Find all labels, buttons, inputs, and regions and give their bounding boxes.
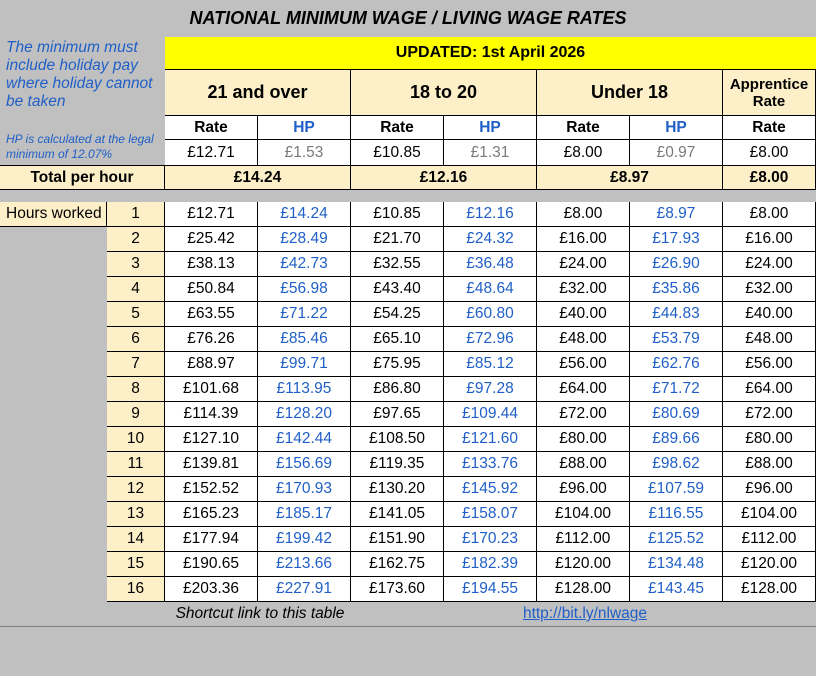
cell-rate-21: £152.52: [165, 477, 258, 502]
cell-hour: 9: [107, 402, 165, 427]
cell-hp-21: £199.42: [258, 527, 351, 552]
cell-rate-18: £75.95: [351, 352, 444, 377]
cell-hp-18: £109.44: [444, 402, 537, 427]
cell-rate-u18: £88.00: [537, 452, 630, 477]
cell-hp-u18: £62.76: [630, 352, 723, 377]
rate-apprentice: £8.00: [723, 140, 816, 165]
updated-banner: UPDATED: 1st April 2026: [165, 37, 816, 70]
cell-hp-21: £156.69: [258, 452, 351, 477]
total-u18: £8.97: [537, 165, 723, 190]
shortcut-label: Shortcut link to this table: [175, 605, 345, 622]
cell-rate-21: £101.68: [165, 377, 258, 402]
cell-hp-u18: £26.90: [630, 252, 723, 277]
cell-rate-u18: £8.00: [537, 202, 630, 227]
cell-hp-u18: £17.93: [630, 227, 723, 252]
cell-rate-apprentice: £96.00: [723, 477, 816, 502]
cell-rate-21: £127.10: [165, 427, 258, 452]
cell-hp-21: £85.46: [258, 327, 351, 352]
header-21-and-over: 21 and over: [165, 70, 351, 116]
cell-hp-u18: £89.66: [630, 427, 723, 452]
cell-rate-u18: £128.00: [537, 577, 630, 602]
cell-hp-u18: £8.97: [630, 202, 723, 227]
cell-hp-21: £170.93: [258, 477, 351, 502]
hours-worked-label: Hours worked: [0, 202, 107, 227]
cell-hour: 5: [107, 302, 165, 327]
cell-hour: 2: [107, 227, 165, 252]
hp-21: £1.53: [258, 140, 351, 165]
cell-rate-21: £63.55: [165, 302, 258, 327]
cell-hp-21: £128.20: [258, 402, 351, 427]
cell-hp-21: £71.22: [258, 302, 351, 327]
cell-rate-21: £139.81: [165, 452, 258, 477]
cell-hp-18: £24.32: [444, 227, 537, 252]
col-hp-u18: HP: [630, 116, 723, 140]
cell-rate-apprentice: £120.00: [723, 552, 816, 577]
cell-rate-21: £165.23: [165, 502, 258, 527]
cell-rate-apprentice: £64.00: [723, 377, 816, 402]
cell-rate-18: £32.55: [351, 252, 444, 277]
cell-rate-21: £38.13: [165, 252, 258, 277]
cell-hp-21: £42.73: [258, 252, 351, 277]
cell-rate-18: £21.70: [351, 227, 444, 252]
cell-hp-21: £142.44: [258, 427, 351, 452]
col-rate-18: Rate: [351, 116, 444, 140]
cell-rate-apprentice: £112.00: [723, 527, 816, 552]
cell-hp-21: £185.17: [258, 502, 351, 527]
cell-rate-u18: £32.00: [537, 277, 630, 302]
cell-rate-apprentice: £72.00: [723, 402, 816, 427]
cell-rate-18: £108.50: [351, 427, 444, 452]
cell-hp-18: £36.48: [444, 252, 537, 277]
cell-rate-18: £65.10: [351, 327, 444, 352]
cell-rate-18: £130.20: [351, 477, 444, 502]
cell-hp-u18: £143.45: [630, 577, 723, 602]
cell-rate-21: £190.65: [165, 552, 258, 577]
cell-hour: 6: [107, 327, 165, 352]
cell-hp-18: £121.60: [444, 427, 537, 452]
cell-rate-u18: £64.00: [537, 377, 630, 402]
hp-18: £1.31: [444, 140, 537, 165]
cell-rate-apprentice: £80.00: [723, 427, 816, 452]
page-title: NATIONAL MINIMUM WAGE / LIVING WAGE RATES: [189, 8, 627, 28]
hp-u18: £0.97: [630, 140, 723, 165]
cell-rate-18: £54.25: [351, 302, 444, 327]
holiday-pay-note: The minimum must include holiday pay where holiday cannot be taken: [6, 39, 153, 110]
cell-hp-u18: £125.52: [630, 527, 723, 552]
col-rate-apprentice: Rate: [723, 116, 816, 140]
cell-hp-21: £56.98: [258, 277, 351, 302]
cell-rate-apprentice: £16.00: [723, 227, 816, 252]
cell-rate-apprentice: £40.00: [723, 302, 816, 327]
cell-rate-apprentice: £56.00: [723, 352, 816, 377]
cell-rate-u18: £112.00: [537, 527, 630, 552]
cell-hp-18: £194.55: [444, 577, 537, 602]
cell-rate-21: £203.36: [165, 577, 258, 602]
cell-hp-18: £145.92: [444, 477, 537, 502]
divider: [0, 626, 816, 627]
cell-rate-apprentice: £104.00: [723, 502, 816, 527]
cell-hp-u18: £116.55: [630, 502, 723, 527]
cell-hp-u18: £71.72: [630, 377, 723, 402]
cell-rate-apprentice: £128.00: [723, 577, 816, 602]
cell-hour: 15: [107, 552, 165, 577]
cell-rate-u18: £120.00: [537, 552, 630, 577]
cell-hour: 11: [107, 452, 165, 477]
cell-rate-apprentice: £48.00: [723, 327, 816, 352]
cell-hp-u18: £35.86: [630, 277, 723, 302]
cell-rate-u18: £48.00: [537, 327, 630, 352]
cell-rate-u18: £96.00: [537, 477, 630, 502]
cell-rate-18: £141.05: [351, 502, 444, 527]
cell-hour: 12: [107, 477, 165, 502]
cell-hp-18: £182.39: [444, 552, 537, 577]
col-rate-21: Rate: [165, 116, 258, 140]
cell-rate-apprentice: £32.00: [723, 277, 816, 302]
cell-rate-18: £97.65: [351, 402, 444, 427]
cell-rate-21: £12.71: [165, 202, 258, 227]
cell-hp-18: £60.80: [444, 302, 537, 327]
cell-rate-21: £114.39: [165, 402, 258, 427]
cell-hp-18: £12.16: [444, 202, 537, 227]
cell-hour: 10: [107, 427, 165, 452]
col-hp-18: HP: [444, 116, 537, 140]
cell-hp-21: £213.66: [258, 552, 351, 577]
total-21: £14.24: [165, 165, 351, 190]
header-18-to-20: 18 to 20: [351, 70, 537, 116]
total-per-hour-label: Total per hour: [0, 165, 165, 190]
cell-rate-21: £76.26: [165, 327, 258, 352]
cell-rate-u18: £104.00: [537, 502, 630, 527]
cell-hp-18: £97.28: [444, 377, 537, 402]
cell-hour: 14: [107, 527, 165, 552]
cell-hp-u18: £107.59: [630, 477, 723, 502]
cell-hp-u18: £98.62: [630, 452, 723, 477]
cell-rate-18: £86.80: [351, 377, 444, 402]
cell-rate-apprentice: £8.00: [723, 202, 816, 227]
cell-rate-u18: £24.00: [537, 252, 630, 277]
cell-hp-18: £85.12: [444, 352, 537, 377]
total-18: £12.16: [351, 165, 537, 190]
cell-rate-21: £177.94: [165, 527, 258, 552]
cell-hour: 3: [107, 252, 165, 277]
cell-hour: 16: [107, 577, 165, 602]
shortcut-link[interactable]: http://bit.ly/nlwage: [522, 605, 648, 622]
header-under-18: Under 18: [537, 70, 723, 116]
cell-rate-18: £173.60: [351, 577, 444, 602]
cell-rate-21: £88.97: [165, 352, 258, 377]
col-hp-21: HP: [258, 116, 351, 140]
cell-hp-21: £28.49: [258, 227, 351, 252]
cell-rate-u18: £80.00: [537, 427, 630, 452]
cell-hp-u18: £80.69: [630, 402, 723, 427]
total-apprentice: £8.00: [723, 165, 816, 190]
cell-rate-18: £162.75: [351, 552, 444, 577]
cell-rate-u18: £56.00: [537, 352, 630, 377]
cell-hp-18: £170.23: [444, 527, 537, 552]
col-rate-u18: Rate: [537, 116, 630, 140]
cell-rate-18: £151.90: [351, 527, 444, 552]
cell-hp-21: £227.91: [258, 577, 351, 602]
cell-hp-18: £158.07: [444, 502, 537, 527]
cell-hour: 8: [107, 377, 165, 402]
cell-hour: 13: [107, 502, 165, 527]
cell-hp-21: £113.95: [258, 377, 351, 402]
cell-hp-21: £14.24: [258, 202, 351, 227]
cell-hp-u18: £134.48: [630, 552, 723, 577]
cell-hp-21: £99.71: [258, 352, 351, 377]
cell-hour: 1: [107, 202, 165, 227]
cell-hp-u18: £53.79: [630, 327, 723, 352]
cell-rate-u18: £16.00: [537, 227, 630, 252]
cell-hp-18: £48.64: [444, 277, 537, 302]
cell-rate-u18: £72.00: [537, 402, 630, 427]
cell-rate-u18: £40.00: [537, 302, 630, 327]
cell-rate-18: £119.35: [351, 452, 444, 477]
cell-hp-18: £133.76: [444, 452, 537, 477]
cell-hour: 7: [107, 352, 165, 377]
hp-calculation-note: HP is calculated at the legal minimum of 12.07%: [6, 132, 154, 161]
cell-rate-apprentice: £88.00: [723, 452, 816, 477]
rate-u18: £8.00: [537, 140, 630, 165]
cell-rate-18: £43.40: [351, 277, 444, 302]
cell-rate-18: £10.85: [351, 202, 444, 227]
cell-rate-21: £50.84: [165, 277, 258, 302]
cell-rate-21: £25.42: [165, 227, 258, 252]
cell-rate-apprentice: £24.00: [723, 252, 816, 277]
rate-21: £12.71: [165, 140, 258, 165]
cell-hp-18: £72.96: [444, 327, 537, 352]
cell-hp-u18: £44.83: [630, 302, 723, 327]
rate-18: £10.85: [351, 140, 444, 165]
cell-hour: 4: [107, 277, 165, 302]
header-apprentice-rate: Apprentice Rate: [723, 70, 816, 116]
